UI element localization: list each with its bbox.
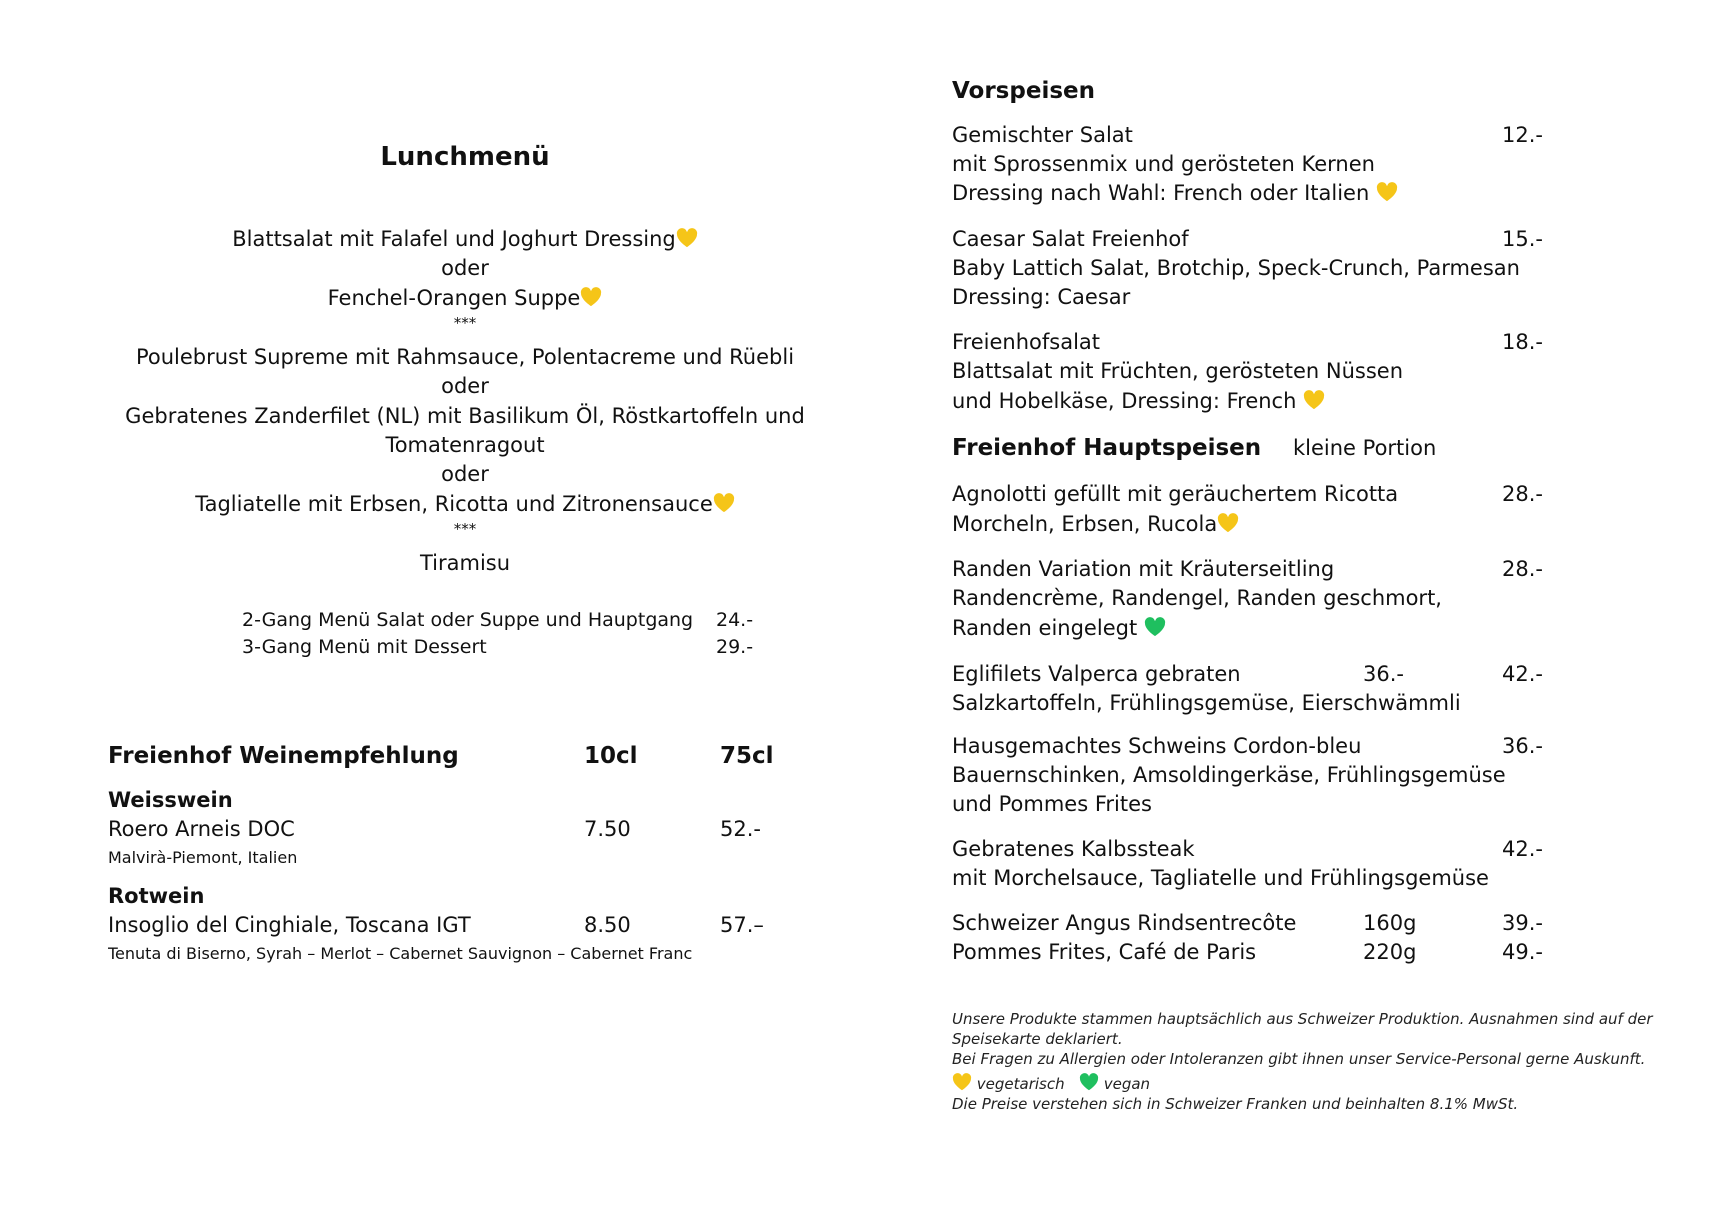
white-wine-label: Weisswein xyxy=(108,788,233,812)
wine-col-75cl: 75cl xyxy=(720,743,774,769)
dish-price: 42.- xyxy=(1502,837,1543,861)
dish-description xyxy=(952,389,1325,413)
red-wine-name: Insoglio del Cinghiale, Toscana IGT xyxy=(108,913,471,937)
lunch-item xyxy=(120,492,810,516)
dish-title: Eglifilets Valperca gebraten xyxy=(952,662,1241,686)
dish-description: und Pommes Frites xyxy=(952,792,1152,816)
vegetarian-heart-icon xyxy=(713,493,735,513)
dish-description: Pommes Frites, Café de Paris xyxy=(952,940,1257,964)
dish-price: 28.- xyxy=(1502,557,1543,581)
lunch-item: Tomatenragout xyxy=(385,433,545,457)
white-wine-name: Roero Arneis DOC xyxy=(108,817,295,841)
lunch-item xyxy=(120,227,810,251)
vegetarian-heart-icon xyxy=(952,1073,972,1091)
dish-description: mit Sprossenmix und gerösteten Kernen xyxy=(952,152,1375,176)
mains-heading: Freienhof Hauptspeisen xyxy=(952,435,1262,461)
footnote-origin: Unsere Produkte stammen hauptsächlich aus Schweizer Produktion. Ausnahmen sind auf der xyxy=(952,1010,1653,1028)
dish-price: 36.- xyxy=(1502,734,1543,758)
red-wine-label: Rotwein xyxy=(108,884,205,908)
dish-title: Gebratenes Kalbssteak xyxy=(952,837,1195,861)
dish-price: 12.- xyxy=(1502,123,1543,147)
lunch-item: Gebratenes Zanderfilet (NL) mit Basilikum Öl, Röstkartoffeln und xyxy=(125,404,805,428)
vegetarian-heart-icon xyxy=(676,228,698,248)
dish-description: Salzkartoffeln, Frühlingsgemüse, Eierschwämmli xyxy=(952,691,1461,715)
dish-price: 28.- xyxy=(1502,482,1543,506)
vegetarian-heart-icon xyxy=(1303,390,1325,410)
lunch-item: Tiramisu xyxy=(419,551,511,575)
dish-weight: 220g xyxy=(1363,940,1417,964)
dish-title: Freienhofsalat xyxy=(952,330,1101,354)
legend-vegetarian-label: vegetarisch xyxy=(976,1075,1065,1093)
course-separator: *** xyxy=(453,520,477,538)
dish-price: 39.- xyxy=(1502,911,1543,935)
dish-description-text: Morcheln, Erbsen, Rucola xyxy=(952,512,1218,536)
dish-description-text: Randen eingelegt xyxy=(952,616,1138,640)
lunch-item-text: Fenchel-Orangen Suppe xyxy=(327,286,581,310)
lunch-item: oder xyxy=(441,462,489,486)
dish-title: Gemischter Salat xyxy=(952,123,1133,147)
lunch-item: Poulebrust Supreme mit Rahmsauce, Polentacreme und Rüebli xyxy=(135,345,795,369)
wine-col-10cl: 10cl xyxy=(584,743,638,769)
menu-2-course-price: 24.- xyxy=(716,609,754,631)
dish-description: Dressing: Caesar xyxy=(952,285,1131,309)
dish-title: Caesar Salat Freienhof xyxy=(952,227,1189,251)
dish-small-price: 36.- xyxy=(1363,662,1404,686)
dish-description: Bauernschinken, Amsoldingerkäse, Frühlingsgemüse xyxy=(952,763,1506,787)
dish-price: 49.- xyxy=(1502,940,1543,964)
dish-description: mit Morchelsauce, Tagliatelle und Frühlingsgemüse xyxy=(952,866,1489,890)
lunch-item: oder xyxy=(441,256,489,280)
lunch-item: oder xyxy=(441,374,489,398)
dish-title: Schweizer Angus Rindsentrecôte xyxy=(952,911,1297,935)
vegan-heart-icon xyxy=(1144,617,1166,637)
course-separator: *** xyxy=(453,314,477,332)
dish-price: 15.- xyxy=(1502,227,1543,251)
dish-description: Randencrème, Randengel, Randen geschmort, xyxy=(952,586,1442,610)
menu-3-course-label: 3-Gang Menü mit Dessert xyxy=(242,636,487,658)
dish-title: Hausgemachtes Schweins Cordon-bleu xyxy=(952,734,1362,758)
dish-price: 18.- xyxy=(1502,330,1543,354)
dish-description: Blattsalat mit Früchten, gerösteten Nüssen xyxy=(952,359,1403,383)
red-wine-price-75cl: 57.– xyxy=(720,913,764,937)
dish-weight: 160g xyxy=(1363,911,1417,935)
dish-title: Agnolotti gefüllt mit geräuchertem Ricotta xyxy=(952,482,1399,506)
small-portion-label: kleine Portion xyxy=(1293,436,1437,460)
red-wine-origin: Tenuta di Biserno, Syrah – Merlot – Cabernet Sauvignon – Cabernet Franc xyxy=(108,944,693,963)
white-wine-price-75cl: 52.- xyxy=(720,817,761,841)
dish-price: 42.- xyxy=(1502,662,1543,686)
lunch-menu-title: Lunchmenü xyxy=(380,142,550,172)
vegan-heart-icon xyxy=(1079,1073,1099,1091)
dish-description-text: Dressing nach Wahl: French oder Italien xyxy=(952,181,1370,205)
lunch-item-text: Blattsalat mit Falafel und Joghurt Dressing xyxy=(232,227,676,251)
dish-description xyxy=(952,616,1166,640)
footnote-prices: Die Preise verstehen sich in Schweizer Franken und beinhalten 8.1% MwSt. xyxy=(952,1095,1519,1113)
red-wine-price-10cl: 8.50 xyxy=(584,913,631,937)
dish-description: Baby Lattich Salat, Brotchip, Speck-Crunch, Parmesan xyxy=(952,256,1520,280)
vegetarian-heart-icon xyxy=(580,287,602,307)
white-wine-origin: Malvirà-Piemont, Italien xyxy=(108,848,298,867)
wine-heading: Freienhof Weinempfehlung xyxy=(108,743,459,769)
dish-title: Randen Variation mit Kräuterseitling xyxy=(952,557,1335,581)
vegetarian-heart-icon xyxy=(1217,513,1239,533)
dish-description xyxy=(952,181,1398,205)
lunch-item-text: Tagliatelle mit Erbsen, Ricotta und Zitronensauce xyxy=(195,492,713,516)
dish-description xyxy=(952,512,1239,536)
dish-description-text: und Hobelkäse, Dressing: French xyxy=(952,389,1297,413)
vegetarian-heart-icon xyxy=(1376,182,1398,202)
white-wine-price-10cl: 7.50 xyxy=(584,817,631,841)
footnote-allergies: Bei Fragen zu Allergien oder Intoleranzen gibt ihnen unser Service-Personal gerne Auskunft. xyxy=(952,1050,1646,1068)
footnote-origin-cont: Speisekarte deklariert. xyxy=(952,1030,1123,1048)
menu-3-course-price: 29.- xyxy=(716,636,754,658)
menu-2-course-label: 2-Gang Menü Salat oder Suppe und Hauptgang xyxy=(242,609,694,631)
legend-vegan-label: vegan xyxy=(1103,1075,1151,1093)
footnote-legend xyxy=(952,1073,1150,1093)
lunch-item xyxy=(120,286,810,310)
starters-heading: Vorspeisen xyxy=(952,78,1095,104)
